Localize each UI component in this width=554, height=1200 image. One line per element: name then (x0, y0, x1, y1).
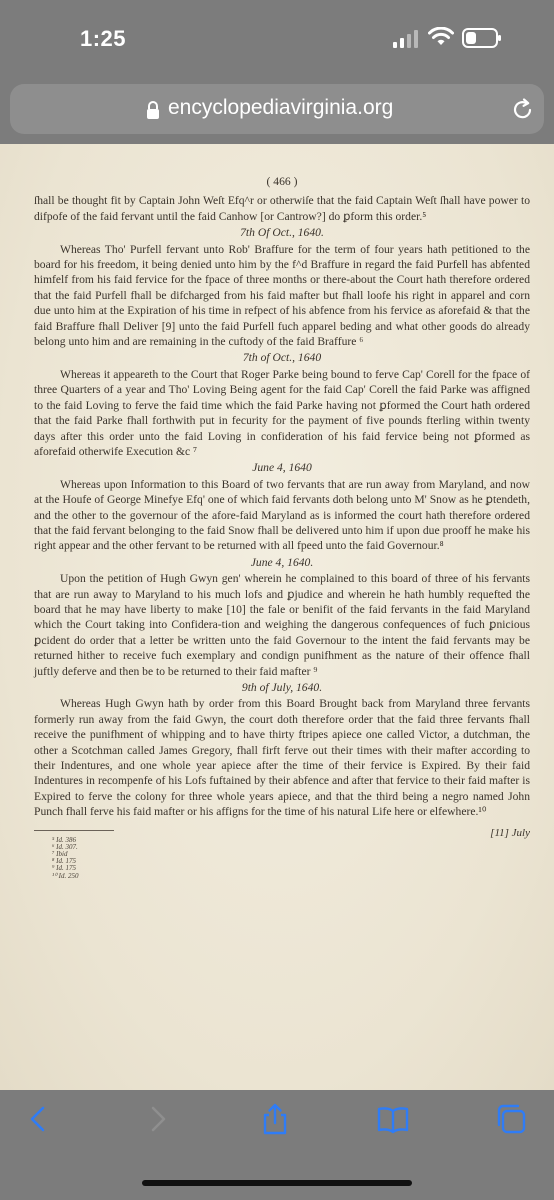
footnote: ⁵ Id. 386 (52, 835, 77, 844)
document-text (34, 174, 530, 880)
lock-icon (146, 101, 160, 119)
home-indicator[interactable] (142, 1180, 412, 1186)
entry-heading: June 4, 1640 (252, 461, 312, 475)
footnote: ⁸ Id. 175 (52, 857, 77, 866)
battery-icon (462, 28, 502, 48)
footnote-divider (34, 830, 114, 831)
entry-text: Whereas upon Information to this Board of two fervants that are run away from Maryland, and now at the Houfe of George Minefye Efq' one of which faid fervants doth belong unto M' Snow as he ꝑtendeth, and the other to the governour of the afore-faid Maryland as is informed the court hath therefore ordered that the faid fervant belonging to the faid Snow fhall be delivered unto him if upon due prooff he make his right appear and the other fervant to be returned with all fpeed unto the faid Governour.⁸ (34, 477, 530, 553)
wifi-icon (428, 27, 454, 47)
footnotes (34, 837, 114, 880)
reload-icon[interactable] (510, 96, 536, 122)
bookmarks-icon[interactable] (376, 1102, 410, 1136)
url-field[interactable] (10, 84, 544, 134)
entry-heading: 7th of Oct., 1640 (242, 351, 322, 365)
footnote: ⁶ Id. 307. (52, 842, 78, 851)
signal-icon (392, 30, 418, 48)
url-text: encyclopediavirginia.org (168, 96, 394, 119)
entry-heading: June 4, 1640. (250, 555, 314, 569)
forward-icon[interactable] (140, 1102, 174, 1136)
opening-paragraph: ſhall be thought fit by Captain John Weſt Efq^r or otherwiſe that the faid Captain Weſt ſhall have power to difpofe of the faid fervant until the faid Canhow [or Cantrow?] do ꝑform this order.⁵ (34, 194, 530, 223)
entry-text: Upon the petition of Hugh Gwyn gen' wherein he complained to this board of three of his fervants that are run away to Maryland to his much lofs and ꝑjudice and wherein he hath humbly requefted the board that he may have liberty to make [10] the fale or benifit of the faid fervants in the faid Maryland which the Court taking into Confidera-tion and weighing the dangerous confequences of fuch ꝑnicious ꝑcident do order that a letter be written unto the faid Governour to the intent the faid fervants may be returned hither to receive fuch exemplary and condign punifhment as the nature of their offence fhall juftly deferve and then be to be returned to their faid mafter ⁹ (34, 572, 530, 678)
catchword: [11] July (490, 826, 530, 839)
tabs-icon[interactable] (494, 1102, 528, 1136)
entry-text: Whereas Hugh Gwyn hath by order from this Board Brought back from Maryland three fervants formerly run away from the faid Gwyn, the court doth therefore order that the faid three fervants fhall receive the punifhment of whipping and to have thirty ftripes apiece one called Victor, a dutchman, the other a Scotchman called James Gregory, fhall firft ferve out their times with their mafter according to their Indentures, and one whole year apiece after the time of their fervice is Expired. By their faid Indentures in recompenfe of his Lofs fuftained by their abfence and after that fervice to their faid mafter is Expired to ferve the colony for three whole years apiece, and that the third being a negro named John Punch fhall ferve his faid mafter or his affigns for the time of his natural Life here or elfewhere.¹⁰ (34, 697, 530, 819)
status-time: 1:25 (80, 26, 127, 51)
page-number: ( 466 ) (266, 175, 298, 188)
footnote: ⁷ Ibid (52, 850, 68, 859)
document-scan (0, 144, 554, 1090)
entry-text: Whereas Tho' Purfell fervant unto Rob' Braffure for the term of four years hath petitioned to the board for his freedom, it being denied unto him by the f^d Braffure in regard the faid Purfell has abfented himfelf from his faid fervice for the fpace of three months or there-about the Court hath therefore ordered that the faid Purfell fhall be difcharged from his faid mafter but fhall loofe his right in apparel and corn due unto him at the Expiration of his time in refpect of his abfence from his fervice as aforefaid & that the faid Braffure fhall Deliver [9] unto the faid Purfell fuch apparel beding and what other goods do already belong unto him and are remaining in the cuftody of the faid Braffure ⁶ (34, 242, 530, 349)
status-bar (0, 0, 554, 78)
entry-heading: 9th of July, 1640. (241, 681, 323, 694)
footnote: ¹⁰ Id. 250 (52, 871, 79, 880)
share-icon[interactable] (258, 1102, 292, 1136)
bottom-toolbar (0, 1090, 554, 1200)
entry-heading: 7th Of Oct., 1640. (240, 226, 324, 240)
web-content[interactable] (0, 144, 554, 1090)
back-icon[interactable] (22, 1102, 56, 1136)
entry-text: Whereas it appeareth to the Court that Roger Parke being bound to ferve Cap' Corell for the fpace of three Quarters of a year and Tho' Loving Being agent for the faid Cap' Corell the faid Parke was affigned to the faid Loving to ferve the faid time which the faid Parke having not ꝑformed the Court hath ordered that the faid Parke fhall forthwith put in fecurity for the payment of five pounds fterling within twenty days after this order unto the faid Loving in confideration of his faid fervice being not ꝑformed as aforefaid otherwife Execution &c ⁷ (34, 367, 530, 458)
page-foot (34, 820, 530, 880)
address-bar (0, 78, 554, 144)
footnote: ⁹ Id. 175 (52, 864, 77, 873)
